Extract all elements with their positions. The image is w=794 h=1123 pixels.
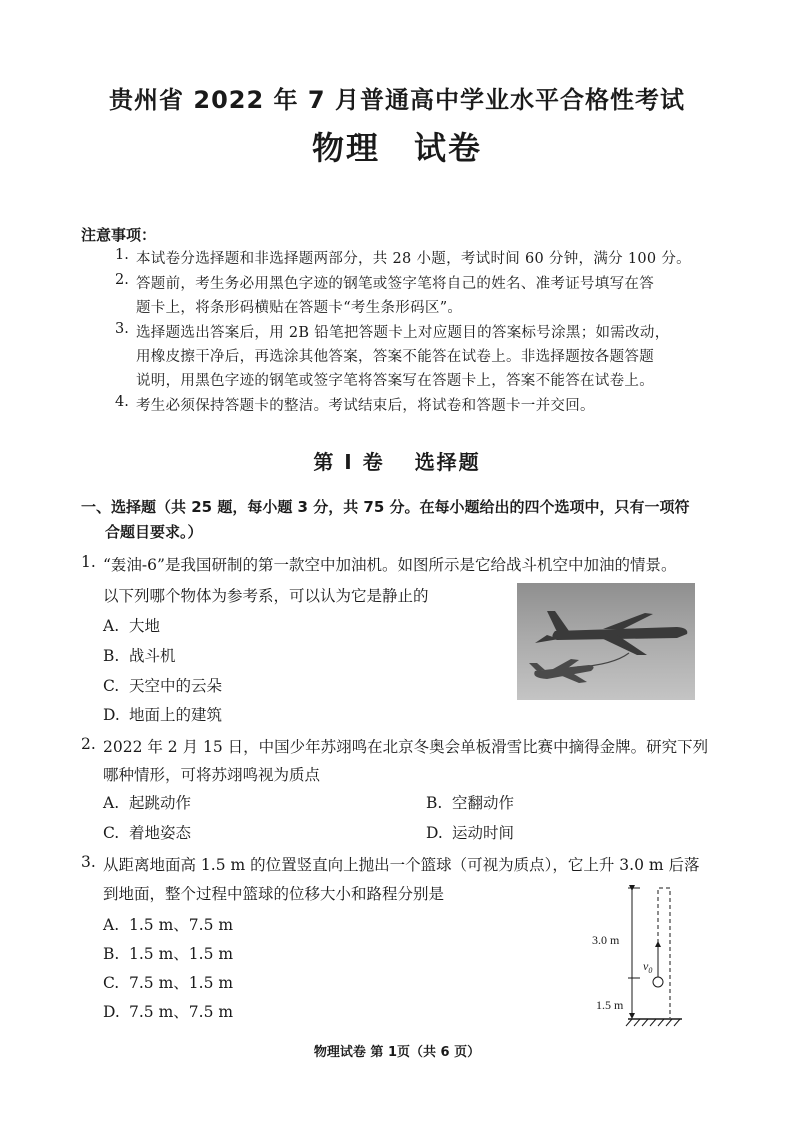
notice-item-2-line-1: 答题前，考生务必用黑色字迹的钢笔或签字笔将自己的姓名、准考证号填写在答 bbox=[136, 276, 654, 292]
notice-item-2-line-2: 题卡上，将条形码横贴在答题卡“考生条形码区”。 bbox=[136, 300, 463, 316]
option-text: 地面上的建筑 bbox=[129, 706, 223, 724]
question-3-option-a bbox=[103, 913, 233, 935]
upper-height-label: 3.0 m bbox=[592, 933, 620, 947]
subject-name: 物理 bbox=[311, 129, 380, 167]
notice-item-1-num: 1. bbox=[115, 247, 129, 263]
part-instructions-line-2: 合题目要求。） bbox=[105, 523, 203, 541]
notice-item-3-line-1: 选择题选出答案后，用 2B 铅笔把答题卡上对应题目的答案标号涂黑；如需改动， bbox=[136, 325, 670, 341]
aerial-refueling-photo bbox=[517, 583, 695, 700]
ball-trajectory bbox=[658, 888, 670, 1018]
question-1-line-1: “轰油-6”是我国研制的第一款空中加油机。如图所示是它给战斗机空中加油的情景。 bbox=[103, 556, 677, 574]
question-3-option-b bbox=[103, 942, 233, 964]
notice-item-3-line-2: 用橡皮擦干净后，再选涂其他答案，答案不能答在试卷上。非选择题按各题答题 bbox=[136, 349, 654, 365]
option-text: 1.5 m、1.5 m bbox=[129, 945, 234, 963]
question-2-line-1: 2022 年 2 月 15 日，中国少年苏翊鸣在北京冬奥会单板滑雪比赛中摘得金牌。研究下列 bbox=[103, 738, 709, 756]
question-1-option-b bbox=[103, 644, 176, 666]
option-letter: A. bbox=[103, 794, 120, 812]
notice-item-4-line-1: 考生必须保持答题卡的整洁。考试结束后，将试卷和答题卡一并交回。 bbox=[136, 398, 595, 414]
notice-item-4-num: 4. bbox=[115, 394, 129, 410]
option-letter: A. bbox=[103, 617, 120, 635]
height-dimension-line bbox=[628, 888, 640, 1016]
question-2-option-a bbox=[103, 791, 191, 813]
option-text: 起跳动作 bbox=[129, 794, 192, 812]
part-instructions-line-1: 一、选择题（共 25 题，每小题 3 分，共 75 分。在每小题给出的四个选项中，只有一项符 bbox=[81, 498, 690, 516]
option-text: 着地姿态 bbox=[129, 824, 192, 842]
option-letter: B. bbox=[103, 945, 120, 963]
option-letter: C. bbox=[103, 974, 120, 992]
basketball-trajectory-diagram bbox=[588, 884, 688, 1034]
notice-heading: 注意事项： bbox=[81, 226, 157, 244]
notice-item-3-num: 3. bbox=[115, 321, 129, 337]
exam-title: 贵州省 2022 年 7 月普通高中学业水平合格性考试 bbox=[109, 86, 685, 114]
question-1-number: 1. bbox=[81, 553, 96, 571]
notice-item-2-num: 2. bbox=[115, 272, 129, 288]
option-text: 战斗机 bbox=[129, 647, 176, 665]
option-letter: B. bbox=[103, 647, 120, 665]
section-volume: 第 I 卷 bbox=[313, 450, 385, 474]
option-text: 空翻动作 bbox=[452, 794, 515, 812]
option-text: 运动时间 bbox=[452, 824, 515, 842]
question-3-number: 3. bbox=[81, 853, 96, 871]
section-heading bbox=[0, 446, 794, 475]
lower-height-label: 1.5 m bbox=[596, 998, 624, 1012]
question-2-line-2: 哪种情形，可将苏翊鸣视为质点 bbox=[103, 766, 321, 784]
option-text: 7.5 m、7.5 m bbox=[129, 1003, 234, 1021]
basketball bbox=[653, 977, 663, 987]
ground bbox=[626, 1019, 682, 1026]
option-letter: D. bbox=[103, 1003, 120, 1021]
question-3-line-2: 到地面，整个过程中篮球的位移大小和路程分别是 bbox=[103, 885, 445, 903]
question-1-line-2: 以下列哪个物体为参考系，可以认为它是静止的 bbox=[103, 587, 429, 605]
question-1-option-d bbox=[103, 703, 222, 725]
option-letter: A. bbox=[103, 916, 120, 934]
question-3-option-d bbox=[103, 1000, 233, 1022]
option-letter: B. bbox=[426, 794, 443, 812]
notice-item-1-line-1: 本试卷分选择题和非选择题两部分，共 28 小题，考试时间 60 分钟，满分 100 分。 bbox=[136, 251, 691, 267]
notice-item-3-line-3: 说明，用黑色字迹的钢笔或签字笔将答案写在答题卡上，答案不能答在试卷上。 bbox=[136, 373, 654, 389]
question-2-number: 2. bbox=[81, 735, 96, 753]
option-text: 7.5 m、1.5 m bbox=[129, 974, 234, 992]
option-text: 天空中的云朵 bbox=[129, 677, 223, 695]
question-1-option-c bbox=[103, 674, 222, 696]
option-text: 大地 bbox=[129, 617, 161, 635]
question-1-option-a bbox=[103, 614, 160, 636]
subject-title bbox=[0, 123, 794, 169]
question-2-option-b bbox=[426, 791, 514, 813]
question-2-option-d bbox=[426, 821, 514, 843]
option-letter: D. bbox=[426, 824, 443, 842]
section-type: 选择题 bbox=[414, 450, 481, 474]
option-letter: D. bbox=[103, 706, 120, 724]
paper-label: 试卷 bbox=[414, 129, 483, 167]
page-footer: 物理试卷 第 1页（共 6 页） bbox=[313, 1045, 481, 1060]
option-letter: C. bbox=[103, 677, 120, 695]
question-3-line-1: 从距离地面高 1.5 m 的位置竖直向上抛出一个篮球（可视为质点），它上升 3.0 m 后落 bbox=[103, 856, 700, 874]
question-2-option-c bbox=[103, 821, 191, 843]
velocity-label: $v_0$ bbox=[643, 959, 653, 975]
option-text: 1.5 m、7.5 m bbox=[129, 916, 234, 934]
question-3-option-c bbox=[103, 971, 233, 993]
option-letter: C. bbox=[103, 824, 120, 842]
